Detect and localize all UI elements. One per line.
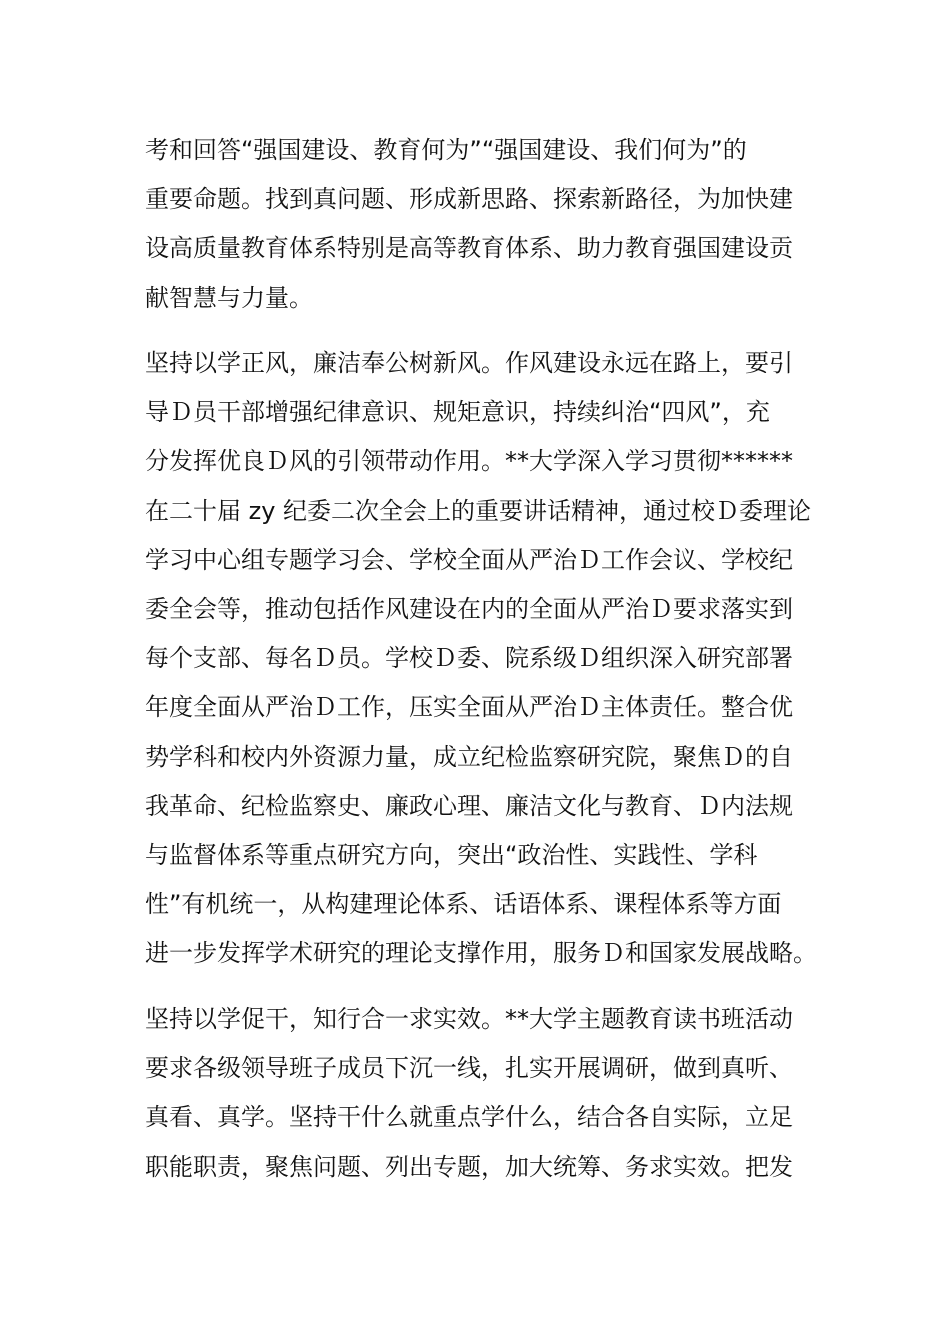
text-line: 真看、真学。坚持干什么就重点学什么，结合各自实际，立足 (145, 1103, 793, 1132)
text-line: 每个支部、每名Ｄ员。学校Ｄ委、院系级Ｄ组织深入研究部署 (145, 644, 793, 673)
text-line: 委全会等，推动包括作风建设在内的全面从严治Ｄ要求落实到 (145, 594, 793, 623)
text-line: 性”有机统一，从构建理论体系、话语体系、课程体系等方面 (145, 890, 782, 919)
text-line: 在二十届 zy 纪委二次全会上的重要讲话精神，通过校Ｄ委理论 (145, 496, 812, 525)
text-line: 我革命、纪检监察史、廉政心理、廉洁文化与教育、Ｄ内法规 (145, 791, 793, 820)
text-line: 坚持以学正风，廉洁奉公树新风。作风建设永远在路上，要引 (145, 349, 793, 377)
text-line: 势学科和校内外资源力量，成立纪检监察研究院，聚焦Ｄ的自 (145, 742, 793, 771)
text-line: 重要命题。找到真问题、形成新思路、探索新路径，为加快建 (145, 185, 793, 214)
text-line: 职能职责，聚焦问题、列出专题，加大统筹、务求实效。把发 (145, 1152, 793, 1181)
paragraph-2 (145, 339, 825, 978)
text-line: 献智慧与力量。 (145, 283, 313, 312)
paragraph-3 (145, 995, 825, 1192)
text-line: 设高质量教育体系特别是高等教育体系、助力教育强国建设贡 (145, 234, 793, 263)
text-line: 学习中心组专题学习会、学校全面从严治Ｄ工作会议、学校纪 (145, 545, 793, 574)
text-line: 考和回答“强国建设、教育何为”“强国建设、我们何为”的 (145, 136, 747, 164)
text-line: 坚持以学促干，知行合一求实效。**大学主题教育读书班活动 (145, 1005, 793, 1033)
text-line: 年度全面从严治Ｄ工作，压实全面从严治Ｄ主体责任。整合优 (145, 693, 793, 722)
text-line: 导Ｄ员干部增强纪律意识、规矩意识，持续纠治“四风”，充 (145, 398, 770, 427)
text-line: 要求各级领导班子成员下沉一线，扎实开展调研，做到真听、 (145, 1054, 793, 1083)
text-line: 进一步发挥学术研究的理论支撑作用，服务Ｄ和国家发展战略。 (145, 939, 817, 968)
text-line: 与监督体系等重点研究方向，突出“政治性、实践性、学科 (145, 840, 758, 869)
text-line: 分发挥优良Ｄ风的引领带动作用。**大学深入学习贯彻****** (145, 447, 793, 476)
paragraph-1 (145, 126, 825, 323)
